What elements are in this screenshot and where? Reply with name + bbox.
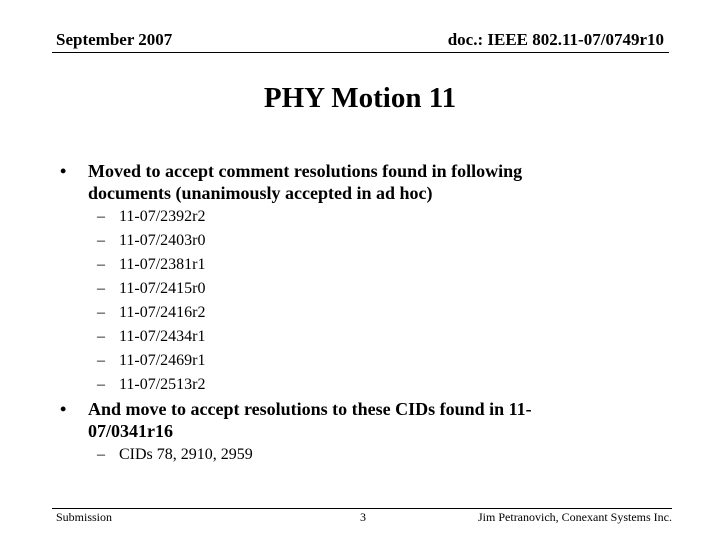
sub-bullet-marker: – [97,446,105,463]
slide-title: PHY Motion 11 [263,82,457,114]
page-number: 3 [360,510,366,524]
sub-item-cids: CIDs 78, 2910, 2959 [119,446,253,463]
footer-divider [52,508,672,509]
sub-bullet-marker: – [97,232,105,249]
footer-author: Jim Petranovich, Conexant Systems Inc. [478,510,672,524]
sub-bullet-marker: – [97,376,105,393]
bullet-2-text [88,398,608,442]
bullet-1-line-1: Moved to accept comment resolutions found in following [88,161,523,181]
sub-bullet-marker: – [97,304,105,321]
footer-submission: Submission [56,510,113,524]
bullet-2-line-2: 07/0341r16 [88,421,173,441]
sub-bullet-marker: – [97,208,105,225]
bullet-marker: • [60,161,67,181]
sub-bullet-marker: – [97,256,105,273]
bullet-1-line-2: documents (unanimously accepted in ad hoc) [88,183,433,203]
sub-item-8: 11-07/2513r2 [119,376,206,393]
header-divider [52,52,669,53]
sub-item-2: 11-07/2403r0 [119,232,206,249]
header-doc-id: doc.: IEEE 802.11-07/0749r10 [447,30,664,49]
bullet-2-line-1: And move to accept resolutions to these CIDs found in 11- [88,399,532,419]
sub-item-5: 11-07/2416r2 [119,304,206,321]
sub-bullet-marker: – [97,352,105,369]
bullet-1-text [88,160,608,204]
header-date: September 2007 [56,30,173,49]
sub-bullet-marker: – [97,280,105,297]
sub-item-4: 11-07/2415r0 [119,280,206,297]
sub-bullet-marker: – [97,328,105,345]
bullet-marker: • [60,399,67,419]
sub-item-6: 11-07/2434r1 [119,328,206,345]
sub-item-7: 11-07/2469r1 [119,352,206,369]
sub-item-3: 11-07/2381r1 [119,256,206,273]
sub-item-1: 11-07/2392r2 [119,208,206,225]
